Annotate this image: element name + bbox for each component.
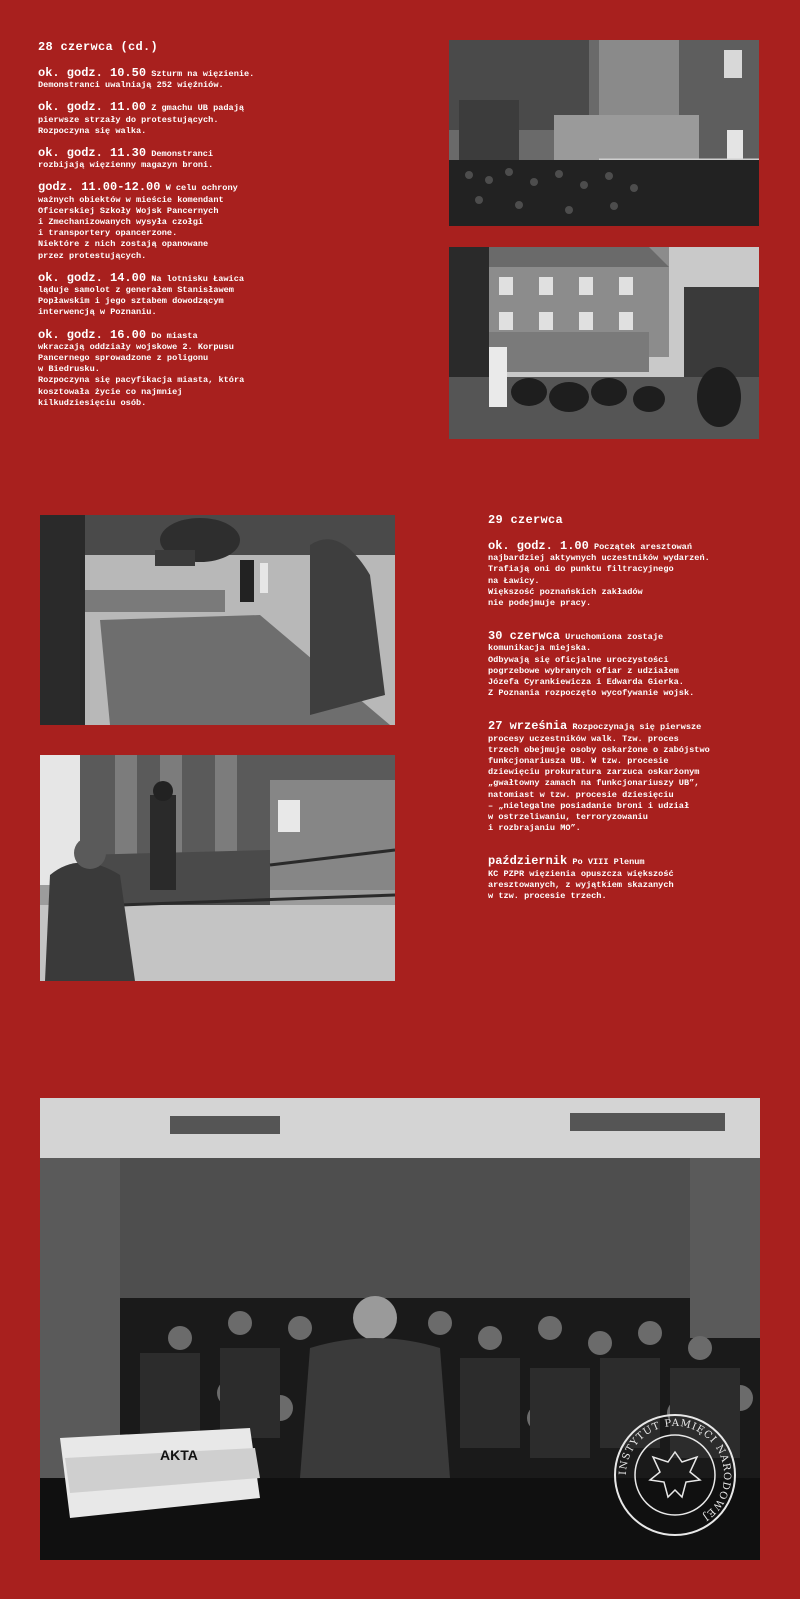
timeline-entry: ok. godz. 14.00 Na lotnisku Ławica ląduje samolot z generałem Stanisławem Popławskim i jego sztabem dowodzącym interwencją w Poznaniu. [38,270,245,318]
day-heading: 29 czerwca [488,513,564,527]
day-heading: 28 czerwca (cd.) [38,40,159,54]
timeline-entry: ok. godz. 1.00 Początek aresztowań najbardziej aktywnych uczestników wydarzeń. Trafiają oni do punktu filtracyjnego na Ławicy. Większość poznańskich zakładów nie podejmuje pracy. [488,539,710,609]
timeline-entry: godz. 11.00-12.00 W celu ochrony ważnych obiektów w mieście komendant Oficerskiej Szkoły Wojsk Pancernych i Zmechanizowanych wysyła czołgi i transportery opancerzone. Niektóre z nich zostają opanowane przez protestujących. [38,180,238,261]
archive-stamp-ipn [612,1412,738,1538]
photo-crowd-at-prison [449,40,759,226]
timeline-entry: ok. godz. 11.30 Demonstranci rozbijają więzienny magazyn broni. [38,146,214,171]
photo-street-fighting [40,515,395,725]
photo-soldier-guard [40,755,395,981]
stamp-text: INSTYTUT PAMIĘCI NARODOWEJ [617,1417,733,1523]
timeline-entry: ok. godz. 16.00 Do miasta wkraczają oddziały wojskowe 2. Korpusu Pancernego sprowadzone z poligonu w Biedrusku. Rozpoczyna się pacyfikacja miasta, która kosztowała życie co najmniej kilkudziesięciu osób. [38,327,245,408]
timeline-day-29-czerwca [488,513,788,913]
timeline-entry: ok. godz. 11.00 Z gmachu UB padają pierwsze strzały do protestujących. Rozpoczyna się walka. [38,100,245,136]
folder-label: AKTA [160,1447,198,1463]
timeline-entry: 27 września Rozpoczynają się pierwsze procesy uczestników walk. Tzw. proces trzech obejmuje osoby oskarżone o zabójstwo funkcjonariusza UB. W tzw. procesie dziewięciu prokuratura zarzuca oskarżonym „gwałtowny zamach na funkcjonariuszy UB”, natomiast w tzw. procesie dziesięciu – „nielegalne posiadanie broni i udział w ostrzeliwaniu, terroryzowaniu i rozbrajaniu MO”. [488,719,710,834]
timeline-day-28-czerwca [38,40,433,420]
eagle-icon [650,1452,700,1497]
timeline-entry: 30 czerwca Uruchomiona zostaje komunikacja miejska. Odbywają się oficjalne uroczystości pogrzebowe wybranych ofiar z udziałem Józefa Cyrankiewicza i Edwarda Gierka. Z Poznania rozpoczęto wycofywanie wojsk. [488,629,695,699]
timeline-entry: ok. godz. 10.50 Szturm na więzienie. Demonstranci uwalniają 252 więźniów. [38,66,255,91]
photo-barricade [449,247,759,439]
timeline-entry: październik Po VIII Plenum KC PZPR więzienia opuszcza większość aresztowanych, z wyjątkiem skazanych w tzw. procesie trzech. [488,854,674,902]
